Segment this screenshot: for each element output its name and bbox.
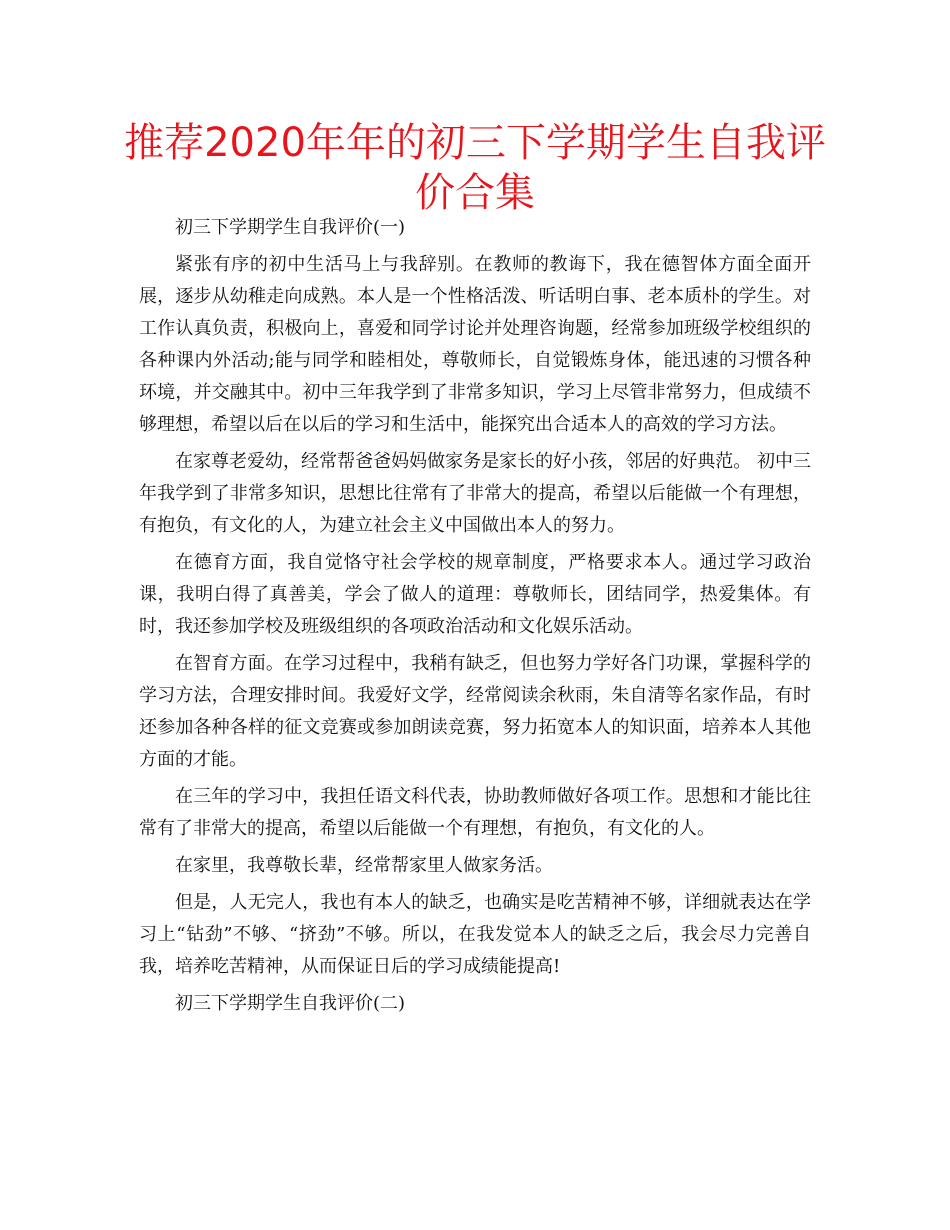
body-paragraph: 但是，人无完人，我也有本人的缺乏，也确实是吃苦精神不够，详细就表达在学习上“钻劲”不够、“挤劲”不够。所以，在我发觉本人的缺乏之后，我会尽力完善自我，培养吃苦精神，从而保证日后的学习成绩能提高! xyxy=(139,892,811,977)
body-paragraph: 在三年的学习中，我担任语文科代表，协助教师做好各项工作。思想和才能比往常有了非常大的提高，希望以后能做一个有理想，有抱负，有文化的人。 xyxy=(139,786,811,839)
document-title: 推荐2020年年的初三下学期学生自我评价合集 xyxy=(124,120,826,216)
document-body xyxy=(139,212,811,1025)
section-heading-1: 初三下学期学生自我评价(一) xyxy=(175,217,406,238)
body-paragraph: 在德育方面，我自觉恪守社会学校的规章制度，严格要求本人。通过学习政治课，我明白得了真善美，学会了做人的道理：尊敬师长，团结同学，热爱集体。有时，我还参加学校及班级组织的各项政治活动和文化娱乐活动。 xyxy=(139,552,811,637)
body-paragraph: 在家里，我尊敬长辈，经常帮家里人做家务活。 xyxy=(175,855,553,876)
section-heading-2: 初三下学期学生自我评价(二) xyxy=(175,993,406,1014)
body-paragraph: 在智育方面。在学习过程中，我稍有缺乏，但也努力学好各门功课，掌握科学的学习方法，合理安排时间。我爱好文学，经常阅读余秋雨，朱自清等名家作品，有时还参加各种各样的征文竞赛或参加朗读竞赛，努力拓宽本人的知识面，培养本人其他方面的才能。 xyxy=(139,653,811,770)
body-paragraph: 在家尊老爱幼，经常帮爸爸妈妈做家务是家长的好小孩，邻居的好典范。 初中三年我学到了非常多知识，思想比往常有了非常大的提高，希望以后能做一个有理想，有抱负，有文化的人，为建立社会主义中国做出本人的努力。 xyxy=(139,451,811,536)
body-paragraph: 紧张有序的初中生活马上与我辞别。在教师的教诲下，我在德智体方面全面开展，逐步从幼稚走向成熟。本人是一个性格活泼、听话明白事、老本质朴的学生。对工作认真负责，积极向上，喜爱和同学讨论并处理咨询题，经常参加班级学校组织的各种课内外活动;能与同学和睦相处，尊敬师长，自觉锻炼身体，能迅速的习惯各种环境，并交融其中。初中三年我学到了非常多知识，学习上尽管非常努力，但成绩不够理想，希望以后在以后的学习和生活中，能探究出合适本人的高效的学习方法。 xyxy=(139,254,811,435)
